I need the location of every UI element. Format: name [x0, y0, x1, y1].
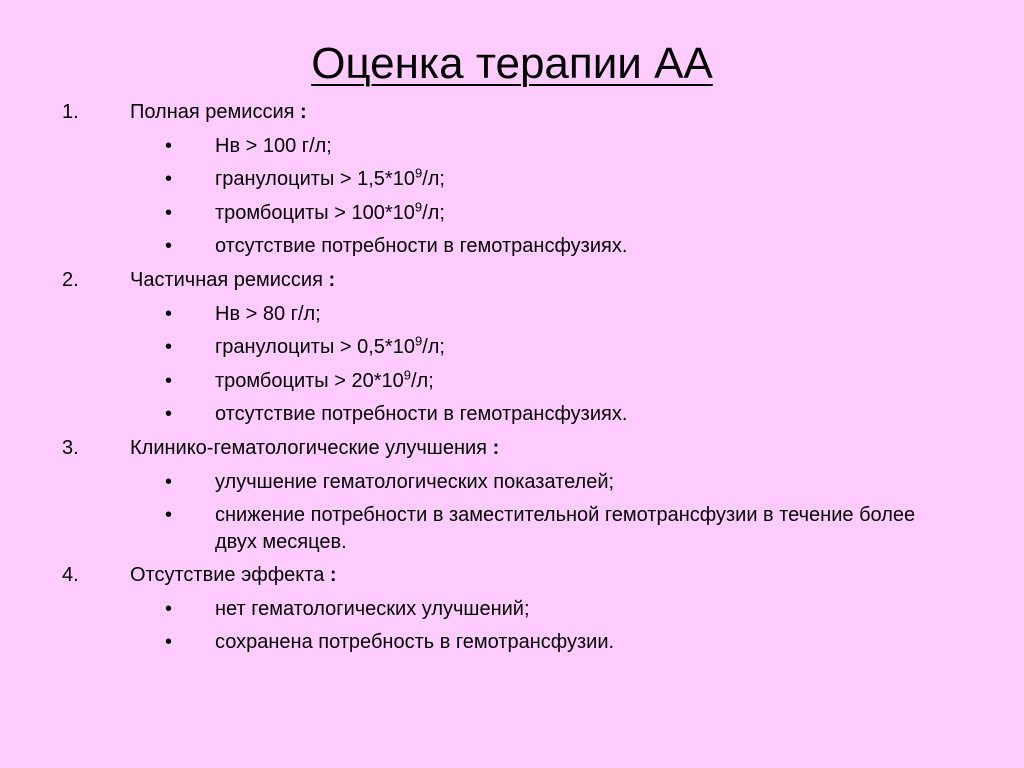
bullet-text: улучшение гематологических показателей;: [215, 470, 615, 493]
slide-content: [62, 96, 962, 660]
bullet-glyph: •: [165, 168, 173, 191]
section-number: 1.: [62, 101, 79, 123]
bullet-text: гранулоциты > $1,5*10^9/л$;: [215, 165, 445, 191]
list-item: [62, 130, 962, 164]
bullet-glyph: •: [165, 369, 173, 392]
section-label: Полная ремиссия :: [130, 101, 307, 123]
bullet-glyph: •: [165, 470, 173, 493]
section-4-heading: [62, 559, 962, 593]
bullet-text: сохранена потребность в гемотрансфузии.: [215, 631, 615, 654]
section-2-heading: [62, 264, 962, 298]
bullet-text: Нв > 80 г/л;: [215, 302, 321, 325]
list-item: [62, 331, 962, 365]
bullet-text: Нв > 100 г/л;: [215, 134, 332, 157]
bullet-text: гранулоциты > $0,5*10^9/л$;: [215, 333, 445, 359]
list-item: [62, 197, 962, 231]
bullet-glyph: •: [165, 631, 173, 654]
bullet-glyph: •: [165, 134, 173, 157]
list-item: [62, 398, 962, 432]
section-3-heading: [62, 432, 962, 466]
section-label: Отсутствие эффекта :: [130, 564, 337, 587]
list-item: [62, 163, 962, 197]
list-item: [62, 626, 962, 660]
section-label: Клинико-гематологические улучшения :: [130, 436, 500, 459]
bullet-glyph: •: [165, 504, 173, 527]
list-item: [62, 466, 962, 500]
section-number: 3.: [62, 436, 79, 459]
bullet-glyph: •: [165, 336, 173, 359]
bullet-glyph: •: [165, 403, 173, 426]
list-item: [62, 593, 962, 627]
list-item: [62, 365, 962, 399]
bullet-glyph: •: [165, 597, 173, 620]
section-1-heading: [62, 96, 962, 130]
bullet-glyph: •: [165, 201, 173, 224]
bullet-text: тромбоциты > $100*10^9/л$;: [215, 199, 445, 224]
bullet-glyph: •: [165, 235, 173, 258]
section-number: 2.: [62, 268, 79, 291]
bullet-text: отсутствие потребности в гемотрансфузиях.: [215, 235, 628, 258]
bullet-text: тромбоциты > $20*10^9/л$;: [215, 367, 434, 392]
section-label: Частичная ремиссия :: [130, 268, 336, 291]
bullet-text: нет гематологических улучшений;: [215, 597, 530, 620]
list-item: [62, 230, 962, 264]
bullet-text: снижение потребности в заместительной гемотрансфузии в течение более двух месяцев.: [215, 504, 916, 554]
bullet-text: отсутствие потребности в гемотрансфузиях.: [215, 403, 628, 426]
list-item: [62, 298, 962, 332]
list-item: [62, 499, 962, 559]
slide-title: Оценка терапии АА: [311, 39, 713, 88]
section-number: 4.: [62, 564, 79, 587]
bullet-glyph: •: [165, 302, 173, 325]
